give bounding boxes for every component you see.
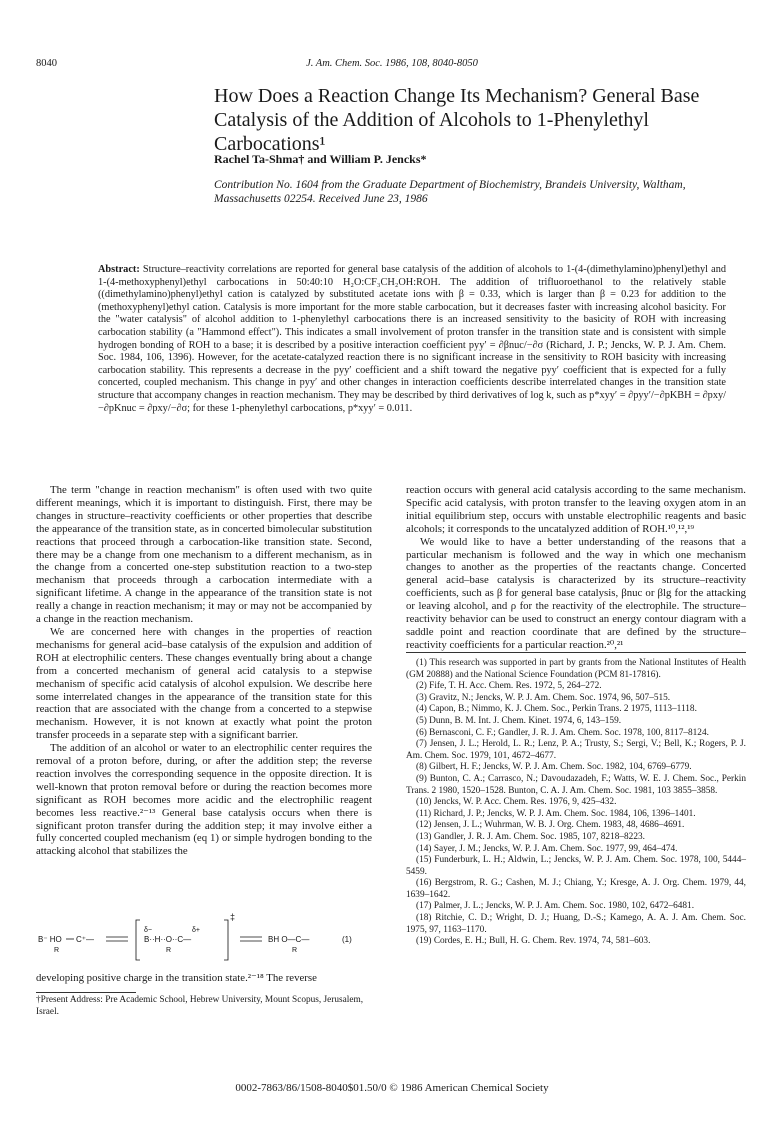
reference-item: (10) Jencks, W. P. Acc. Chem. Res. 1976, 9, 425–432. [416, 797, 617, 808]
svg-text:R: R [54, 947, 60, 954]
running-head: J. Am. Chem. Soc. 1986, 108, 8040-8050 [306, 58, 478, 69]
reference-item: (11) Richard, J. P.; Jencks, W. P. J. Am. Chem. Soc. 1984, 106, 1396–1401. [416, 808, 696, 819]
reference-item: (1) This research was supported in part by grants from the National Institutes of Health (GM 20888) and the National Science Foundation (PCM 81-17816). [406, 658, 746, 680]
body-column-right [406, 484, 746, 652]
svg-text:R: R [292, 947, 298, 954]
body-column-left [36, 484, 372, 858]
svg-text:BH O—C—: BH O—C— [268, 935, 310, 944]
article-authors: Rachel Ta-Shma† and William P. Jencks* [214, 152, 427, 166]
body-paragraph: developing positive charge in the transition state.²⁻¹⁸ The reverse [36, 972, 317, 984]
references-rule [406, 652, 746, 653]
reference-item: (12) Jensen, J. L.; Wuhrman, W. B. J. Org. Chem. 1983, 48, 4686–4691. [416, 820, 685, 831]
reference-item: (14) Sayer, J. M.; Jencks, W. P. J. Am. Chem. Soc. 1977, 99, 464–474. [416, 843, 678, 854]
present-address-note: †Present Address: Pre Academic School, Hebrew University, Mount Scopus, Jerusalem, Israel. [36, 995, 364, 1017]
reference-item: (4) Capon, B.; Nimmo, K. J. Chem. Soc., Perkin Trans. 2 1975, 1113–1118. [416, 704, 697, 715]
reference-item: (16) Bergstrom, R. G.; Cashen, M. J.; Chiang, Y.; Kresge, A. J. Org. Chem. 1979, 44, 1639–1642. [406, 878, 746, 900]
footnote-rule [36, 992, 136, 993]
reference-item: (2) Fife, T. H. Acc. Chem. Res. 1972, 5, 264–272. [416, 681, 602, 692]
svg-text:R: R [166, 947, 172, 954]
reference-item: (9) Bunton, C. A.; Carrasco, N.; Davoudazadeh, F.; Watts, W. E. J. Chem. Soc., Perkin Trans. 2 1980, 1520–1528. Bunton, C. A. J. Am. Chem. Soc. 1981, 103 3855–3858. [406, 773, 746, 796]
body-column-left-end [36, 972, 372, 985]
page-footer: 0002-7863/86/1508-8040$01.50/0 © 1986 American Chemical Society [235, 1082, 549, 1094]
body-paragraph: The term "change in reaction mechanism" is often used with two quite different meanings, which it is important to distinguish. First, there may be changes in structure–reactivity coefficients or other properties that describe the appearance of the transition state, as in concerted bimolecular substitution reactions that proceed through a carbocation-like transition state. Second, there may be a change from one mechanism to a different mechanism, as in the change from a concerted one-step substitution reaction to a two-step mechanism that proceeds through a carbocation intermediate with a significant lifetime. A change in the appearance of the transition state is not really a change in reaction mechanism; it may or may not be accompanied by a change in the reaction mechanism. [36, 484, 372, 626]
svg-text:C⁺—: C⁺— [76, 935, 94, 944]
reference-item: (13) Gandler, J. R. J. Am. Chem. Soc. 1985, 107, 8218–8223. [416, 831, 645, 842]
reference-item: (5) Dunn, B. M. Int. J. Chem. Kinet. 1974, 6, 143–159. [416, 715, 622, 726]
reference-item: (3) Gravitz, N.; Jencks, W. P. J. Am. Chem. Soc. 1974, 96, 507–515. [416, 692, 671, 703]
references-list [406, 658, 746, 948]
body-paragraph: We would like to have a better understanding of the reasons that a particular mechanism is followed and the way in which one mechanism changes to another as the properties of the reactants change. Concerted general acid–base catalysis is characterized by its structure–reactivity coefficients, such as β for general base catalysis, βnuc or βlg for the attacking or leaving alcohol, and ρ for the reactivity of the electrophile. The structure–reactivity behavior can be used to construct an energy contour diagram with a saddle point and reaction coordinate that are defined by the structure–reactivity coefficients for a particular reaction.²⁰,²¹ [406, 535, 746, 651]
svg-text:δ+: δ+ [192, 927, 200, 934]
reference-item: (6) Bernasconi, C. F.; Gandler, J. R. J. Am. Chem. Soc. 1978, 100, 8117–8124. [416, 727, 709, 738]
svg-text:‡: ‡ [230, 912, 236, 922]
abstract-label: Abstract: [98, 264, 140, 275]
abstract-text: Structure–reactivity correlations are reported for general base catalysis of the addition of alcohols to 1-(4-(dimethylamino)phenyl)ethyl and 1-(4-methoxyphenyl)ethyl carbocations in 50:40:10 H₂O:CF₃CH₂OH:ROH. The addition of trifluoroethanol to the relatively stable ((dimethylamino)phenyl)ethyl cation is catalyzed by substituted acetate ions with β = 0.33, which is larger than β = 0.23 for addition to the (methoxyphenyl)ethyl cation. Catalysis is more important for the more stable carbocation, but it decreases faster with increasing alcohol basicity. For the "water catalysis" of alcohol addition to 1-phenylethyl carbocations there is an increased sensitivity to the basicity of ROH with increasing carbocation stability (a "Hammond effect"). This indicates a small involvement of proton transfer in the transition state and is consistent with simple hydrogen bonding of ROH to a base; it is described by a positive interaction coefficient pyy′ = ∂βnuc/−∂σ (Richard, J. P.; Jencks, W. P. J. Am. Chem. Soc. 1984, 106, 1396). However, for the acetate-catalyzed reaction there is no significant increase in the sensitivity to ROH basicity with increasing carbocation stability. This represents a decrease in the pyy′ coefficient and a shift toward the negative pyy′ coefficient that is expected for a fully concerted, coupled mechanism. This change in pyy′ and other changes in interaction coefficients describe interrelated changes in the transition state structure that accompany changes in reaction mechanism. They may be described by third derivatives of log k, such as p*xyy′ = ∂pyy′/−∂pKBH = ∂pxy/−∂pKnuc = ∂pxy/−∂σ; for these 1-phenylethyl carbocations, p*xyy′ = 0.011. [98, 264, 726, 414]
reaction-scheme-eq1 [36, 912, 372, 968]
svg-text:δ−: δ− [144, 927, 152, 934]
article-affiliation: Contribution No. 1604 from the Graduate Department of Biochemistry, Brandeis University, Waltham, Massachusetts 02254. Received June 23, 1986 [214, 179, 686, 205]
reference-item: (17) Palmer, J. L.; Jencks, W. P. J. Am. Chem. Soc. 1980, 102, 6472–6481. [416, 901, 695, 912]
abstract [98, 264, 726, 415]
body-paragraph: The addition of an alcohol or water to an electrophilic center requires the removal of a proton before, during, or after the addition step; the reverse reaction involves the corresponding sequence in the opposite direction. It is well-known that proton removal before or during the reaction becomes more significant as ROH becomes more acidic and the electrophilic reagent becomes less reactive.²⁻¹³ General base catalysis occurs when there is significant proton transfer during the addition step; it may involve either a fully concerted coupled mechanism (eq 1) or simple hydrogen bonding to the attacking alcohol that stabilizes the [36, 742, 372, 858]
body-paragraph: We are concerned here with changes in the properties of reaction mechanisms for general acid–base catalysis of the expulsion and addition of ROH at electrophilic centers. These changes eventually bring about a change from a concerted mechanism of general acid catalysis to a stepwise mechanism of specific acid catalysis of alcohol expulsion. We describe here some interrelated changes in the appearance of the transition state for this reaction that are associated with the change from a concerted to a stepwise mechanism. However, it is not known at exactly what point the proton transfer proceeds in a separate step with a significant barrier. [36, 625, 372, 742]
reference-item: (7) Jensen, J. L.; Herold, L. R.; Lenz, P. A.; Trusty, S.; Sergi, V.; Bell, K.; Rogers, P. J. Am. Chem. Soc. 1979, 101, 4672–4677. [406, 739, 746, 761]
reference-item: (18) Ritchie, C. D.; Wright, D. J.; Huang, D.-S.; Kamego, A. A. J. Am. Chem. Soc. 1975, 97, 1163–1170. [406, 913, 746, 935]
svg-text:B··H··O··C—: B··H··O··C— [144, 935, 192, 944]
page-number: 8040 [36, 58, 57, 69]
reference-item: (15) Funderburk, L. H.; Aldwin, L.; Jencks, W. P. J. Am. Chem. Soc. 1978, 100, 5444–5459. [406, 855, 746, 877]
svg-text:B⁻ HO: B⁻ HO [38, 935, 62, 944]
equation-number: (1) [342, 935, 352, 944]
reference-item: (8) Gilbert, H. F.; Jencks, W. P. J. Am. Chem. Soc. 1982, 104, 6769–6779. [416, 762, 692, 773]
article-title: How Does a Reaction Change Its Mechanism? General Base Catalysis of the Addition of Alcohols to 1-Phenylethyl Carbocations¹ [214, 85, 700, 155]
reference-item: (19) Cordes, E. H.; Bull, H. G. Chem. Rev. 1974, 74, 581–603. [416, 936, 651, 947]
body-paragraph: reaction occurs with general acid catalysis according to the same mechanism. Specific acid catalysis, with proton transfer to the leaving oxygen atom in an initial equilibrium step, occurs with unstable electrophilic reagents and basic alcohols; it corresponds to the uncatalyzed addition of ROH.¹⁰,¹²,¹⁹ [406, 484, 746, 535]
